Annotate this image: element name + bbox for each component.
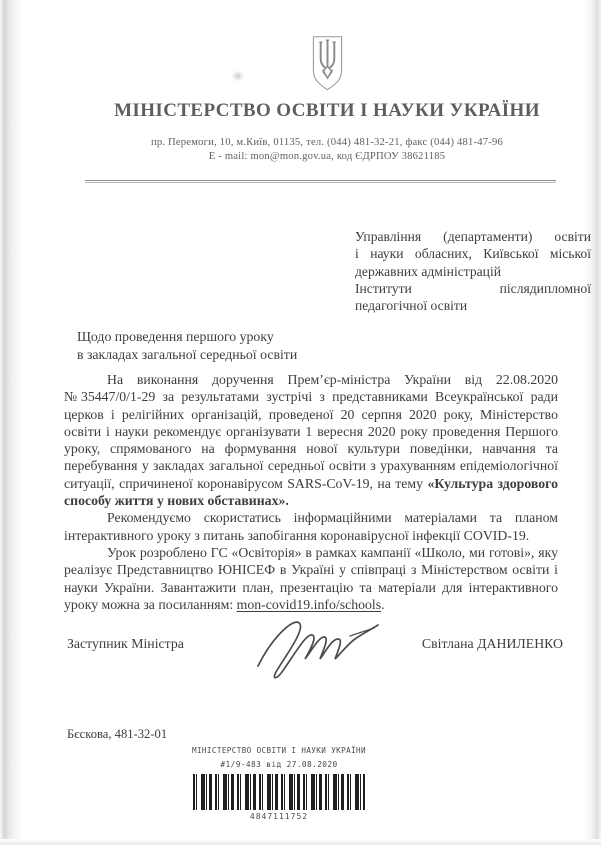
recipient-block [355, 228, 591, 314]
scan-shadow-bottom [0, 839, 601, 845]
letterhead [54, 34, 600, 163]
ministry-title: МІНІСТЕРСТВО ОСВІТИ І НАУКИ УКРАЇНИ [114, 100, 540, 121]
deputy-minister-title: Заступник Міністра [67, 636, 184, 651]
paragraph-3-text: Урок розроблено ГС «Освіторія» в рамках кампанії «Школо, ми готові», яку реалізує Представництво ЮНІСЕФ в Україні у співпраці з Міністерством освіти і науки України. Завантажити план, презентацію та матеріали для інтерактивного уроку можна за посиланням: [64, 544, 558, 612]
subject-block [77, 328, 297, 363]
body-paragraph-3 [64, 544, 558, 613]
header-divider [85, 180, 556, 183]
paragraph-3-period: . [381, 596, 385, 612]
handwritten-signature [252, 608, 392, 688]
letter-body [64, 371, 558, 613]
registration-stamp [180, 746, 378, 821]
address-line-1: пр. Перемоги, 10, м.Київ, 01135, тел. (044) 481-32-21, факс (044) 481-47-96 [150, 137, 503, 148]
recipient-line: Інститути післядипломної [355, 280, 591, 296]
recipient-line: і науки обласних, Київської міської [355, 246, 591, 262]
paragraph-1-text: На виконання доручення Прем’єр-міністра України від 22.08.2020 №35447/0/1-29 за результатами зустрічі з представниками Всеукраїнської ради церков і релігійних організацій, проведеної 20 серпня 2020 року, Міністерство освіти і науки рекомендує організувати 1 вересня 2020 року проведення Першого уроку, спрямованого на формування нової культури поведінки, навчання та перебування у закладах загальної середньої освіти з урахуванням епідеміологічної ситуації, спричиненої коронавірусом SARS-CoV-19, на тему [64, 372, 558, 491]
trident-emblem-icon [310, 34, 345, 93]
signer-name: Світлана ДАНИЛЕНКО [421, 636, 563, 651]
recipient-line: Управління (департаменти) освіти [355, 229, 591, 244]
recipient-line: педагогічної освіти [355, 298, 468, 314]
body-paragraph-1 [64, 371, 558, 509]
stamp-reg-number: #1/9-483 від 27.08.2020 [220, 760, 338, 769]
barcode [193, 774, 365, 810]
subject-line-1: Щодо проведення першого уроку [77, 329, 274, 344]
materials-link: mon-covid19.info/schools [236, 596, 382, 612]
body-paragraph-2: Рекомендуємо скористатись інформаційними матеріалами та планом інтерактивного уроку з питань запобігання коронавірусної інфекції COVID-19. [64, 510, 558, 543]
executor-contact: Бєскова, 481-32-01 [67, 727, 168, 741]
scan-shadow-left [0, 0, 22, 845]
stamp-org-name: МІНІСТЕРСТВО ОСВІТИ І НАУКИ УКРАЇНИ [191, 746, 366, 755]
ministry-address [54, 136, 600, 163]
lesson-topic-bold: «Культура здорового способу життя у нових обставинах». [64, 475, 558, 509]
barcode-digits: 4847111752 [249, 812, 309, 821]
recipient-line: державних адміністрацій [355, 263, 502, 279]
subject-line-2: в закладах загальної середньої освіти [77, 346, 298, 362]
address-line-2: E - mail: mon@mon.gov.ua, код ЄДРПОУ 38621185 [208, 150, 446, 162]
